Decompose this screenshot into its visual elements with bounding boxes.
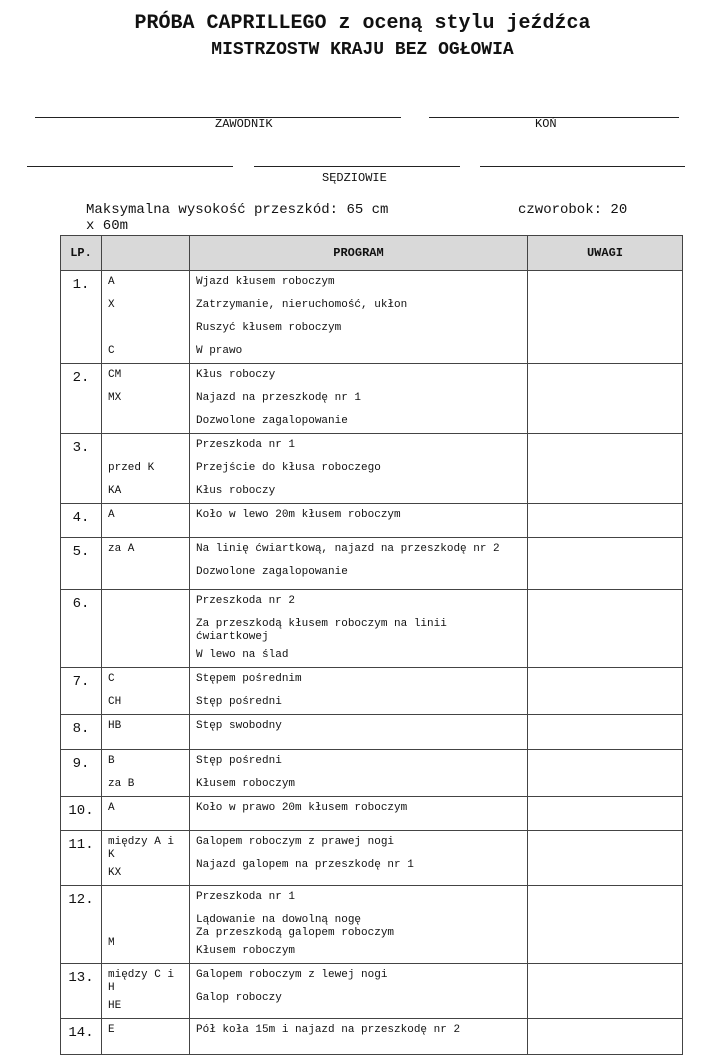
row-number: 12. (61, 886, 102, 964)
header-lp: LP. (61, 236, 102, 271)
header-remarks: UWAGI (528, 236, 683, 271)
judges-label: SĘDZIOWIE (322, 171, 387, 185)
remarks-cell[interactable] (528, 364, 683, 434)
arena-size-info-continued: x 60m (86, 218, 129, 234)
table-row (61, 797, 683, 831)
table-header-row (61, 236, 683, 271)
remarks-cell[interactable] (528, 750, 683, 797)
movement-point: A (108, 509, 115, 521)
movement-points-cell (102, 271, 190, 364)
program-step: Najazd galopem na przeszkodę nr 1 (196, 859, 414, 871)
row-number: 11. (61, 831, 102, 886)
program-step: Dozwolone zagalopowanie (196, 415, 348, 427)
row-number: 5. (61, 538, 102, 590)
row-number: 2. (61, 364, 102, 434)
row-number: 3. (61, 434, 102, 504)
program-cell (190, 750, 528, 797)
remarks-cell[interactable] (528, 964, 683, 1019)
movement-point: za A (108, 543, 135, 555)
program-step: Zatrzymanie, nieruchomość, ukłon (196, 299, 408, 311)
program-step: W lewo na ślad (196, 649, 289, 661)
judge-3-signature-line[interactable] (480, 166, 685, 167)
program-cell (190, 538, 528, 590)
movement-point (108, 322, 183, 340)
movement-point: X (108, 299, 115, 311)
movement-points-cell (102, 964, 190, 1019)
movement-point: C (108, 345, 115, 357)
row-number: 7. (61, 668, 102, 715)
program-step: Lądowanie na dowolną nogę Za przeszkodą galopem roboczym (196, 914, 395, 939)
table-body (61, 271, 683, 1055)
table-row (61, 504, 683, 538)
remarks-cell[interactable] (528, 271, 683, 364)
program-step: Wjazd kłusem roboczym (196, 276, 335, 288)
row-number: 13. (61, 964, 102, 1019)
table-row (61, 434, 683, 504)
program-step: Galopem roboczym z lewej nogi (196, 969, 388, 981)
program-step: Stęp swobodny (196, 720, 282, 732)
program-step: Przeszkoda nr 1 (196, 891, 296, 903)
max-height-info: Maksymalna wysokość przeszkód: 65 cm (86, 202, 389, 218)
program-step: Najazd na przeszkodę nr 1 (196, 392, 362, 404)
movement-points-cell (102, 668, 190, 715)
program-step: Stęp pośredni (196, 696, 282, 708)
program-step: Kłusem roboczym (196, 945, 296, 957)
movement-points-cell (102, 797, 190, 831)
movement-point: KX (108, 867, 122, 879)
movement-points-cell (102, 715, 190, 750)
movement-point (108, 914, 183, 932)
movement-point: A (108, 802, 115, 814)
program-step: Na linię ćwiartkową, najazd na przeszkodę nr 2 (196, 543, 500, 555)
row-number: 4. (61, 504, 102, 538)
movement-point (108, 415, 183, 433)
program-step: Galopem roboczym z prawej nogi (196, 836, 395, 848)
remarks-cell[interactable] (528, 668, 683, 715)
program-step: Ruszyć kłusem roboczym (196, 322, 342, 334)
program-step: Przeszkoda nr 1 (196, 439, 296, 451)
remarks-cell[interactable] (528, 831, 683, 886)
program-cell (190, 715, 528, 750)
program-step: Koło w lewo 20m kłusem roboczym (196, 509, 401, 521)
row-number: 9. (61, 750, 102, 797)
movement-point: MX (108, 392, 122, 404)
movement-point: B (108, 755, 115, 767)
program-cell (190, 590, 528, 668)
row-number: 6. (61, 590, 102, 668)
table-row (61, 271, 683, 364)
movement-point (108, 891, 183, 909)
movement-point (108, 641, 183, 659)
program-step: Dozwolone zagalopowanie (196, 566, 348, 578)
remarks-cell[interactable] (528, 504, 683, 538)
remarks-cell[interactable] (528, 797, 683, 831)
movement-point: HB (108, 720, 122, 732)
movement-points-cell (102, 538, 190, 590)
movement-point: KA (108, 485, 122, 497)
row-number: 14. (61, 1019, 102, 1055)
table-row (61, 750, 683, 797)
movement-points-cell (102, 364, 190, 434)
movement-points-cell (102, 590, 190, 668)
remarks-cell[interactable] (528, 715, 683, 750)
program-table (60, 235, 683, 1055)
program-step: Kłusem roboczym (196, 778, 296, 790)
table-row (61, 964, 683, 1019)
movement-point: CM (108, 369, 122, 381)
remarks-cell[interactable] (528, 434, 683, 504)
horse-label: KOŃ (535, 117, 557, 131)
rider-label: ZAWODNIK (215, 117, 273, 131)
program-cell (190, 831, 528, 886)
remarks-cell[interactable] (528, 538, 683, 590)
movement-point: C (108, 673, 115, 685)
movement-point: A (108, 276, 115, 288)
movement-point (108, 618, 183, 636)
program-step: Pół koła 15m i najazd na przeszkodę nr 2 (196, 1024, 461, 1036)
header-movement-point (102, 236, 190, 271)
movement-point: CH (108, 696, 122, 708)
row-number: 1. (61, 271, 102, 364)
program-step: W prawo (196, 345, 243, 357)
program-cell (190, 964, 528, 1019)
program-step: Stępem pośrednim (196, 673, 302, 685)
movement-point (108, 439, 183, 457)
program-step: Za przeszkodą kłusem roboczym na linii ćwiartkowej (196, 618, 447, 643)
movement-points-cell (102, 504, 190, 538)
table-row (61, 886, 683, 964)
program-step: Kłus roboczy (196, 485, 276, 497)
movement-points-cell (102, 831, 190, 886)
movement-point: E (108, 1024, 115, 1036)
program-cell (190, 504, 528, 538)
movement-point: HE (108, 1000, 122, 1012)
program-step: Galop roboczy (196, 992, 282, 1004)
document-subtitle: MISTRZOSTW KRAJU BEZ OGŁOWIA (211, 40, 514, 60)
program-step: Koło w prawo 20m kłusem roboczym (196, 802, 408, 814)
table-row (61, 590, 683, 668)
header-program: PROGRAM (190, 236, 528, 271)
judge-1-signature-line[interactable] (27, 166, 233, 167)
table-row (61, 715, 683, 750)
program-step: Przejście do kłusa roboczego (196, 462, 381, 474)
program-step: Przeszkoda nr 2 (196, 595, 296, 607)
movement-point (108, 595, 183, 613)
program-cell (190, 886, 528, 964)
table-row (61, 364, 683, 434)
movement-point: za B (108, 778, 135, 790)
program-step: Stęp pośredni (196, 755, 282, 767)
program-cell (190, 797, 528, 831)
arena-size-info: czworobok: 20 (518, 202, 628, 218)
program-cell (190, 271, 528, 364)
movement-point: między A i K (108, 836, 175, 861)
document-title: PRÓBA CAPRILLEGO z oceną stylu jeźdźca (134, 12, 591, 35)
program-cell (190, 364, 528, 434)
row-number: 8. (61, 715, 102, 750)
table-row (61, 831, 683, 886)
program-step: Kłus roboczy (196, 369, 276, 381)
table-row (61, 668, 683, 715)
movement-points-cell (102, 750, 190, 797)
movement-point (108, 566, 183, 584)
remarks-cell[interactable] (528, 886, 683, 964)
row-number: 10. (61, 797, 102, 831)
movement-point: między C i H (108, 969, 175, 994)
movement-point: M (108, 937, 115, 949)
table-row (61, 538, 683, 590)
remarks-cell[interactable] (528, 590, 683, 668)
movement-points-cell (102, 886, 190, 964)
program-cell (190, 668, 528, 715)
movement-point: przed K (108, 462, 155, 474)
judge-2-signature-line[interactable] (254, 166, 460, 167)
movement-points-cell (102, 434, 190, 504)
program-cell (190, 434, 528, 504)
